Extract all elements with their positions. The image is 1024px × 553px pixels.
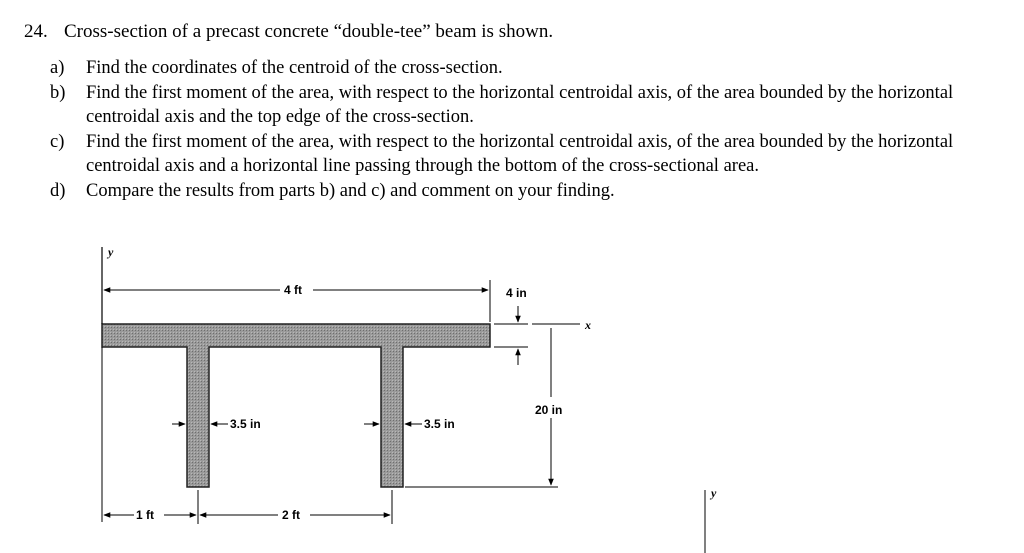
dim-offset-label: 1 ft (136, 508, 154, 522)
dim-web-spacing-label: 2 ft (282, 508, 300, 522)
dim-depth-label: 20 in (535, 403, 563, 417)
part-c-text: Find the first moment of the area, with respect to the horizontal centroidal axis, of the area bounded by the horizontal centroidal axis and a horizontal line passing through the bottom of the cross-sectional area. (86, 131, 954, 176)
part-a-marker: a) (50, 58, 65, 78)
dim-web-left-label: 3.5 in (230, 417, 261, 431)
dim-top-width-label: 4 ft (284, 283, 302, 297)
dim-flange-thickness-label: 4 in (506, 286, 527, 300)
part-c-marker: c) (50, 131, 65, 152)
y-axis-secondary-label: y (711, 486, 717, 500)
part-a-text: Find the coordinates of the centroid of the cross-section. (86, 58, 503, 78)
x-axis-label: x (585, 318, 591, 332)
part-d-text: Compare the results from parts b) and c) and comment on your finding. (86, 180, 615, 201)
problem-number: 24. (24, 21, 48, 42)
dim-web-right-label: 3.5 in (424, 417, 455, 431)
part-b-marker: b) (50, 82, 66, 103)
y-axis-label: y (108, 245, 114, 259)
problem-statement: Cross-section of a precast concrete “double-tee” beam is shown. (64, 21, 554, 42)
part-d-marker: d) (50, 180, 66, 201)
double-tee-section (102, 324, 490, 487)
part-b-text: Find the first moment of the area, with respect to the horizontal centroidal axis, of the area bounded by the horizontal centroidal axis and the top edge of the cross-section. (86, 82, 954, 127)
